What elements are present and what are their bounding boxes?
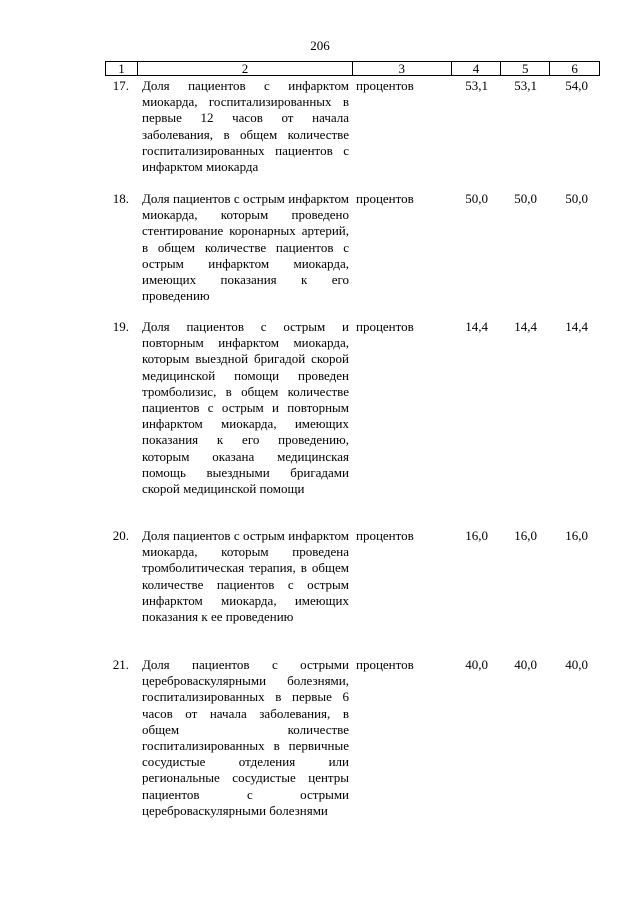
header-col-3: 3 (353, 62, 452, 75)
value-col-5: 16,0 (514, 528, 537, 543)
table-header (105, 61, 600, 76)
row-number: 20. (112, 528, 129, 543)
value-col-4: 40,0 (465, 657, 488, 672)
value-col-6: 54,0 (565, 78, 588, 93)
value-col-6: 40,0 (565, 657, 588, 672)
row-number: 19. (112, 319, 129, 334)
unit-cell: процентов (356, 657, 414, 672)
value-col-4: 53,1 (465, 78, 488, 93)
value-col-5: 53,1 (514, 78, 537, 93)
value-col-4: 14,4 (465, 319, 488, 334)
row-number: 17. (112, 78, 129, 93)
value-col-4: 16,0 (465, 528, 488, 543)
header-col-5: 5 (501, 62, 550, 75)
value-col-5: 50,0 (514, 191, 537, 206)
row-number: 18. (112, 191, 129, 206)
page-number: 206 (310, 38, 330, 53)
header-col-6: 6 (571, 61, 578, 76)
value-col-4: 50,0 (465, 191, 488, 206)
value-col-5: 40,0 (514, 657, 537, 672)
unit-cell: процентов (356, 191, 414, 206)
value-col-6: 14,4 (565, 319, 588, 334)
value-col-5: 14,4 (514, 319, 537, 334)
header-col-2: 2 (138, 62, 353, 75)
unit-cell: процентов (356, 78, 414, 93)
indicator-text: Доля пациентов с инфарктом миокарда, госпитализированных в первые 12 часов от начала заболевания, в общем количестве госпитализированных пациентов с инфарктом миокарда (142, 78, 349, 175)
value-col-6: 16,0 (565, 528, 588, 543)
indicator-text: Доля пациентов с острым и повторным инфарктом миокарда, которым выездной бригадой скорой медицинской помощи проведен тромболизис, в общем количестве пациентов с острым и повторным инфарктом миокарда, имеющих показания к его проведению, которым оказана медицинская помощь выездными бригадами скорой медицинской помощи (142, 319, 349, 497)
indicator-text: Доля пациентов с острым инфарктом миокарда, которым проведена тромболитическая терапия, в общем количестве пациентов с острым инфарктом миокарда, имеющих показания к ее проведению (142, 528, 349, 625)
header-col-1: 1 (106, 62, 138, 75)
value-col-6: 50,0 (565, 191, 588, 206)
unit-cell: процентов (356, 528, 414, 543)
unit-cell: процентов (356, 319, 414, 334)
indicator-text: Доля пациентов с острым инфарктом миокарда, которым проведено стентирование коронарных артерий, в общем количестве пациентов с острым инфарктом миокарда, имеющих показания к его проведению (142, 191, 349, 304)
indicator-text: Доля пациентов с острыми цереброваскулярными болезнями, госпитализированных в первые 6 часов от начала заболевания, в общем количестве госпитализированных в первичные сосудистые отделения или региональные сосудистые центры пациентов с острыми цереброваскулярными болезнями (142, 657, 349, 818)
header-col-4: 4 (452, 62, 502, 75)
row-number: 21. (112, 657, 129, 672)
